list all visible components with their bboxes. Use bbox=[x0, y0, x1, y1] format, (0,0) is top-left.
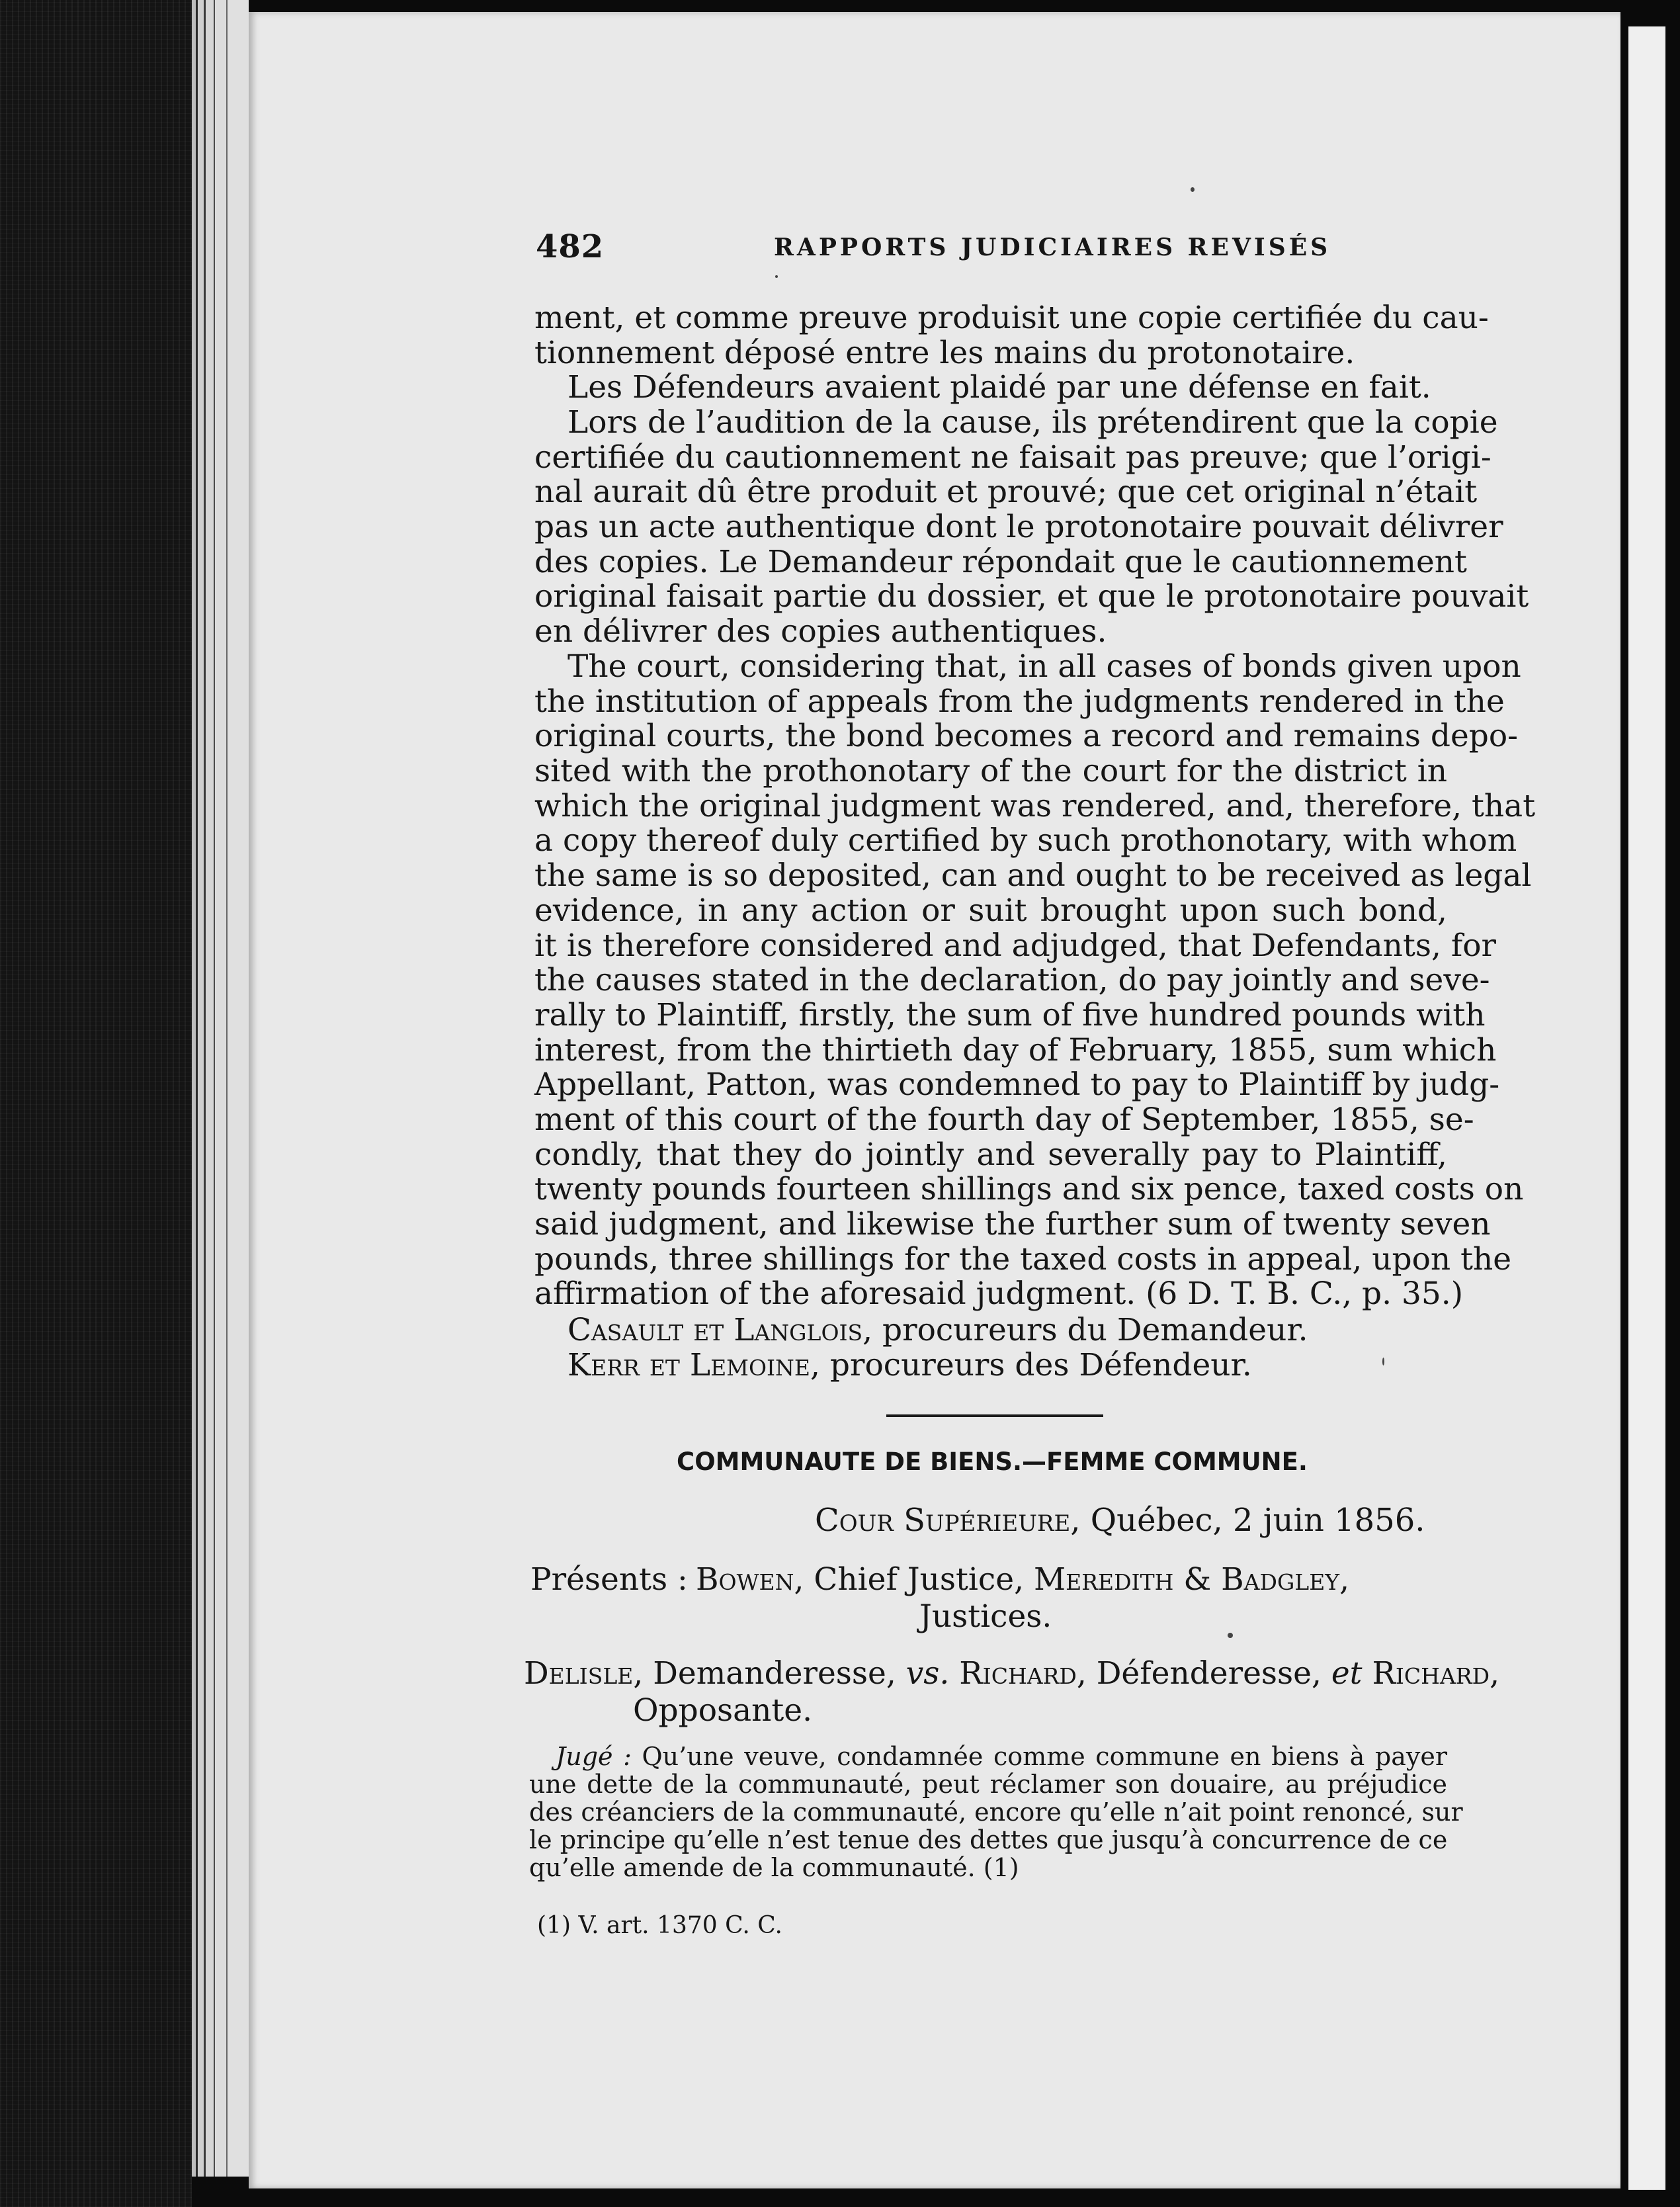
et-conjunction: et bbox=[1331, 1655, 1363, 1692]
holding-line: le principe qu’elle n’est tenue des dettes que jusqu’à concurrence de ce bbox=[529, 1825, 1448, 1854]
page-number: 482 bbox=[536, 228, 605, 265]
party-delisle-role: , Demanderesse, bbox=[633, 1655, 906, 1692]
text-line: pounds, three shillings for the taxed costs in appeal, upon the bbox=[534, 1240, 1512, 1277]
text-line: condly, that they do jointly and severally pay to Plaintiff, bbox=[534, 1136, 1447, 1173]
text-line: certifiée du cautionnement ne faisait pas preuve; que l’origi- bbox=[534, 439, 1491, 476]
plaintiff-attorney-role: , procureurs du Demandeur. bbox=[862, 1312, 1308, 1348]
running-head bbox=[536, 228, 1455, 268]
judges-present bbox=[530, 1561, 1350, 1635]
text-line: affirmation of the aforesaid judgment. (6 D. T. B. C., p. 35.) bbox=[534, 1276, 1464, 1313]
text-line: Les Défendeurs avaient plaidé par une défense en fait. bbox=[567, 369, 1431, 406]
holding-line: des créanciers de la communauté, encore qu’elle n’ait point renoncé, sur bbox=[529, 1797, 1463, 1827]
court-line bbox=[815, 1502, 1425, 1539]
ampersand: & bbox=[1173, 1561, 1222, 1598]
scan-speck bbox=[1382, 1358, 1384, 1365]
text-line: original courts, the bond becomes a record and remains depo- bbox=[534, 718, 1519, 755]
paragraph-4 bbox=[534, 648, 1536, 1313]
attorneys bbox=[534, 1313, 1447, 1383]
paragraph-1 bbox=[534, 300, 1489, 371]
case-title: COMMUNAUTE DE BIENS.—FEMME COMMUNE. bbox=[677, 1448, 1308, 1476]
text-line: ment of this court of the fourth day of September, 1855, se- bbox=[534, 1101, 1474, 1138]
scanner-bed-left bbox=[0, 0, 192, 2207]
text-line: which the original judgment was rendered, and, therefore, that bbox=[534, 787, 1536, 824]
party-richard-defendant: Richard bbox=[949, 1655, 1077, 1692]
defendant-attorney-role: , procureurs des Défendeur. bbox=[810, 1346, 1252, 1383]
holding-text: Qu’une veuve, condamnée comme commune en biens à payer bbox=[642, 1742, 1447, 1771]
text-line: it is therefore considered and adjudged, that Defendants, for bbox=[534, 927, 1496, 964]
text-line: the institution of appeals from the judgments rendered in the bbox=[534, 683, 1505, 720]
scanner-bed-bottom bbox=[192, 2188, 1620, 2207]
text-line: ment, et comme preuve produisit une copie certifiée du cau- bbox=[534, 300, 1489, 336]
versus: vs. bbox=[905, 1655, 950, 1692]
text-line: the causes stated in the declaration, do pay jointly and seve- bbox=[534, 962, 1490, 999]
party-richard-defendant-role: , Défenderesse, bbox=[1076, 1655, 1331, 1692]
text-line: des copies. Le Demandeur répondait que le cautionnement bbox=[534, 543, 1467, 580]
scan-speck bbox=[1228, 1633, 1233, 1638]
party-richard-opposant-role: Opposante. bbox=[633, 1692, 813, 1729]
judge-badgley-tail: , bbox=[1339, 1561, 1350, 1598]
judge-bowen-title: , Chief Justice, bbox=[794, 1561, 1034, 1598]
party-richard-opposant-tail: , bbox=[1490, 1655, 1500, 1692]
court-name: Cour Supérieure bbox=[815, 1502, 1071, 1539]
holding bbox=[529, 1742, 1463, 1882]
text-line: the same is so deposited, can and ought to be received as legal bbox=[534, 857, 1532, 894]
text-line: pas un acte authentique dont le protonotaire pouvait délivrer bbox=[534, 509, 1503, 546]
text-line: The court, considering that, in all cases of bonds given upon bbox=[567, 648, 1521, 685]
text-line: en délivrer des copies authentiques. bbox=[534, 613, 1107, 650]
text-line: rally to Plaintiff, firstly, the sum of five hundred pounds with bbox=[534, 996, 1486, 1033]
defendant-attorneys bbox=[567, 1348, 1447, 1383]
scan-speck bbox=[775, 275, 778, 278]
holding-line bbox=[529, 1743, 1447, 1770]
presents-label: Présents : bbox=[530, 1561, 688, 1598]
holding-line: qu’elle amende de la communauté. (1) bbox=[529, 1853, 1019, 1882]
defendant-attorney-names: Kerr et Lemoine bbox=[567, 1346, 811, 1383]
text-line: twenty pounds fourteen shillings and six pence, taxed costs on bbox=[534, 1171, 1524, 1208]
text-line: a copy thereof duly certified by such prothonotary, with whom bbox=[534, 822, 1517, 859]
plaintiff-attorneys bbox=[567, 1313, 1447, 1348]
paragraph-2 bbox=[534, 370, 1447, 406]
court-place-date: , Québec, 2 juin 1856. bbox=[1070, 1502, 1425, 1539]
holding-label: Jugé : bbox=[556, 1742, 632, 1771]
text-line: evidence, in any action or suit brought upon such bond, bbox=[534, 892, 1447, 929]
party-delisle: Delisle bbox=[524, 1655, 634, 1692]
parties bbox=[524, 1655, 1499, 1729]
paragraph-3 bbox=[534, 404, 1529, 650]
text-line: sited with the prothonotary of the court for the district in bbox=[534, 753, 1447, 790]
text-line: tionnement déposé entre les mains du protonotaire. bbox=[534, 334, 1355, 371]
judge-bowen: Bowen bbox=[696, 1561, 794, 1598]
text-line: Lors de l’audition de la cause, ils prétendirent que la copie bbox=[567, 404, 1498, 441]
facing-page-edge bbox=[1628, 26, 1665, 2190]
text-line: original faisait partie du dossier, et que le protonotaire pouvait bbox=[534, 578, 1529, 615]
judge-badgley: Badgley bbox=[1221, 1561, 1340, 1598]
scan-speck bbox=[1191, 187, 1195, 192]
page-fore-edges bbox=[192, 0, 249, 2177]
plaintiff-attorney-names: Casault et Langlois bbox=[567, 1312, 863, 1348]
judge-meredith: Meredith bbox=[1033, 1561, 1174, 1598]
text-line: nal aurait dû être produit et prouvé; que cet original n’était bbox=[534, 474, 1478, 511]
footnote: (1) V. art. 1370 C. C. bbox=[537, 1912, 782, 1939]
holding-line: une dette de la communauté, peut réclamer son douaire, au préjudice bbox=[529, 1770, 1447, 1799]
text-line: said judgment, and likewise the further sum of twenty seven bbox=[534, 1206, 1491, 1242]
party-richard-opposant: Richard bbox=[1362, 1655, 1490, 1692]
text-line: interest, from the thirtieth day of February, 1855, sum which bbox=[534, 1031, 1497, 1068]
text-line: Appellant, Patton, was condemned to pay to Plaintiff by judg- bbox=[534, 1066, 1500, 1104]
justices-label: Justices. bbox=[919, 1598, 1052, 1635]
running-title: RAPPORTS JUDICIAIRES REVISÉS bbox=[774, 234, 1331, 261]
section-divider bbox=[886, 1414, 1103, 1417]
